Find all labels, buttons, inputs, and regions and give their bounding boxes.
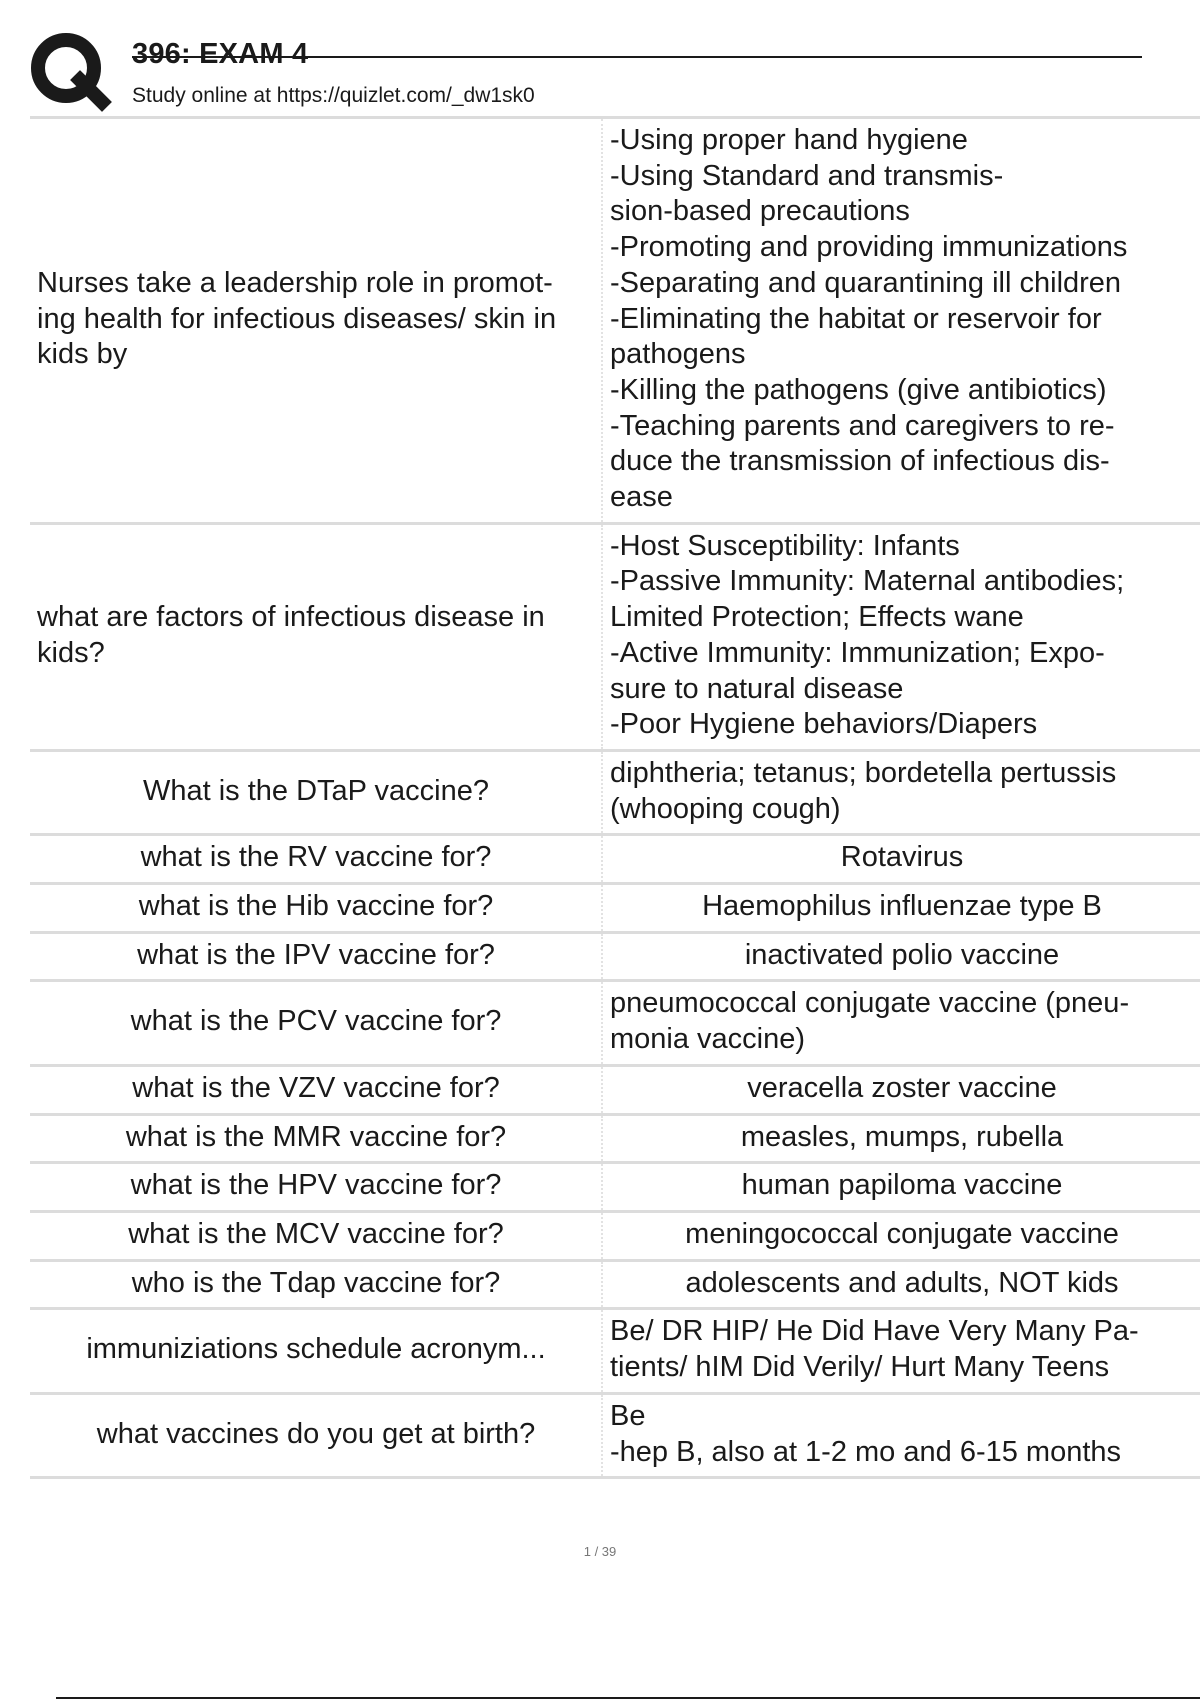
flashcard-row [30,525,1200,752]
flashcard-row [30,1262,1200,1311]
flashcard-row [30,1164,1200,1213]
card-term: what is the HPV vaccine for? [130,1169,502,1202]
card-definition: meningococcal conjugate vaccine [601,1213,1200,1259]
card-definition: Be/ DR HIP/ He Did Have Very Many Pa- tients/ hIM Did Verily/ Hurt Many Teens [601,1310,1200,1391]
flashcard-row [30,1067,1200,1116]
card-term: what is the RV vaccine for? [140,841,492,874]
card-term: what is the VZV vaccine for? [132,1071,500,1104]
card-definition: diphtheria; tetanus; bordetella pertussis (whooping cough) [601,752,1200,833]
quizlet-logo-icon [30,32,112,114]
card-definition: adolescents and adults, NOT kids [601,1262,1200,1308]
card-term: Nurses take a leadership role in promot- ing health for infectious diseases/ skin in kids by [37,266,557,371]
flashcard-row [30,934,1200,983]
card-definition: Be -hep B, also at 1-2 mo and 6-15 months [601,1395,1200,1476]
footer-divider [56,1697,1200,1699]
card-term: what is the IPV vaccine for? [137,938,495,971]
flashcard-row [30,752,1200,836]
flashcard-row [30,1213,1200,1262]
study-online-link-text: Study online at https://quizlet.com/_dw1sk0 [132,84,535,107]
page-header [0,0,1200,120]
page-title: 396: EXAM 4 [132,38,309,70]
card-definition: measles, mumps, rubella [601,1116,1200,1162]
card-definition: human papiloma vaccine [601,1164,1200,1210]
flashcard-row [30,1116,1200,1165]
card-term: what are factors of infectious disease in kids? [37,601,545,669]
card-term: what is the MCV vaccine for? [128,1217,504,1250]
card-definition: -Using proper hand hygiene -Using Standard and transmis- sion-based precautions -Promoting and providing immunizations -Separating and quarantining ill children -Eliminating the habitat or reservoir for pathogens -Killing the pathogens (give antibiotics) -Teaching parents and caregivers to re- duce the transmission of infectious dis- ease [601,119,1200,522]
card-term: what vaccines do you get at birth? [96,1417,536,1450]
card-definition: pneumococcal conjugate vaccine (pneu- monia vaccine) [601,982,1200,1063]
flashcard-row [30,1310,1200,1394]
card-term: immuniziations schedule acronym... [86,1333,546,1366]
flashcard-row [30,982,1200,1066]
card-term: what is the MMR vaccine for? [125,1120,507,1153]
card-definition: inactivated polio vaccine [601,934,1200,980]
card-term: what is the PCV vaccine for? [130,1005,502,1038]
card-term: What is the DTaP vaccine? [142,774,490,807]
flashcard-row [30,885,1200,934]
flashcard-row [30,836,1200,885]
flashcard-row [30,1395,1200,1479]
flashcard-row [30,119,1200,525]
card-definition: veracella zoster vaccine [601,1067,1200,1113]
page-number: 1 / 39 [583,1544,617,1559]
flashcard-table [30,116,1200,1479]
card-definition: -Host Susceptibility: Infants -Passive Immunity: Maternal antibodies; Limited Protection; Effects wane -Active Immunity: Immunization; Expo- sure to natural disease -Poor Hygiene behaviors/Diapers [601,525,1200,749]
card-term: what is the Hib vaccine for? [138,890,494,923]
card-definition: Rotavirus [601,836,1200,882]
card-definition: Haemophilus influenzae type B [601,885,1200,931]
card-term: who is the Tdap vaccine for? [131,1266,501,1299]
